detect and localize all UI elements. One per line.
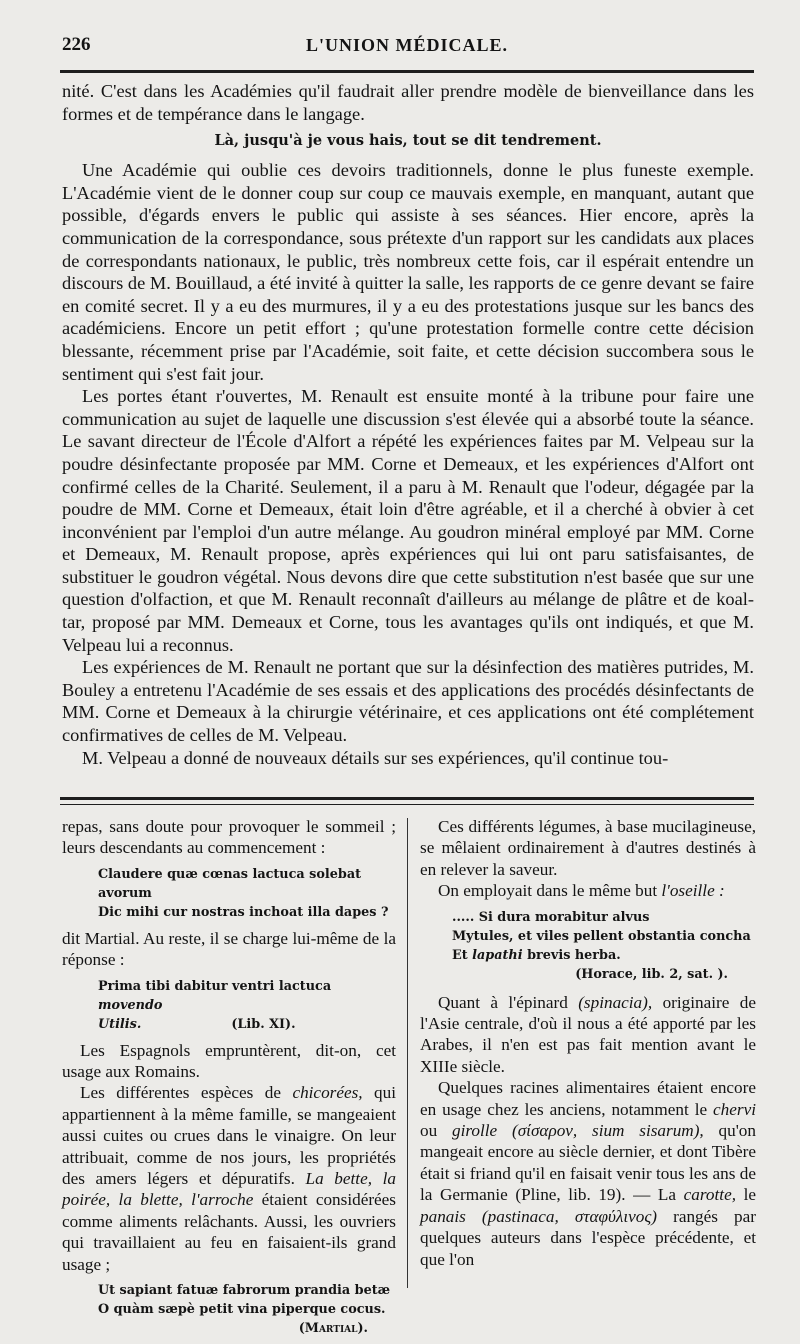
verse-line: O quàm sæpè petit vina piperque cocus. [98,1302,386,1318]
text-run: Quelques racines alimentaires étaient encore en usage chez les anciens, notamment le [420,1078,756,1119]
verse-source: (Horace, lib. 2, sat. ). [575,966,728,982]
verse-line: Claudere quæ cœnas lactuca solebat avorum [98,866,362,901]
verse-italic: Utilis. [98,1016,142,1032]
left-verse-2 [98,977,396,1034]
journal-title: L'UNION MÉDICALE. [305,35,509,55]
main-article [62,80,754,769]
text-run: ou [420,1121,452,1141]
verse-line [98,1015,396,1034]
main-paragraph-3: Les portes étant r'ouvertes, M. Renault est ensuite monté à la tribune pour faire une communication au sujet de laquelle une discussion s'est élevée qui a absorbé toute la séance. Le savant directeur de l'École d'Alfort a répété les expériences faites par M. Velpeau sur la poudre désinfectante proposée par MM. Corne et Demeaux, et les expériences d'Alfort ont confirmé celles de la Charité. Seulement, il a paru à M. Renault que l'odeur, dégagée par la poudre de MM. Corne et Demeaux, était loin d'être agréable, et il a cherché à obvier à cet inconvénient par l'emploi d'un autre mélange. Au goudron minéral employé par MM. Corne et Demeaux, M. Renault propose, après expériences qui lui ont paru satisfaisantes, de substituer le goudron végétal. Nous devons dire que cette substitution n'est basée que sur une question d'olfaction, et que M. Renault reconnaît d'ailleurs au mélange de plâtre et de koal-tar, proposé par MM. Demeaux et Corne, tous les avantages qu'ils ont indiqués, et que M. Velpeau lui a reconnus. [62,386,754,655]
italic-run: (spinacia), [578,992,653,1012]
right-paragraph-3 [420,992,756,1078]
main-paragraph-4: Les expériences de M. Renault ne portant que sur la désinfection des matières putrides, M. Bouley a entretenu l'Académie de ses essais et des applications des procédés désinfectants de MM. Corne et Demeaux à la chirurgie vétérinaire, et ces applications ont été complétement confirmatives de celles de M. Velpeau. [62,657,754,746]
page-header [62,34,752,64]
text-run: originaire de l'Asie centrale, d'où il nous a été apporté par les Arabes, il n'en est pas fait mention avant le XIIIe siècle. [420,992,756,1076]
left-paragraph-4 [62,1082,396,1275]
main-paragraph-2: Une Académie qui oublie ces devoirs traditionnels, donne le plus funeste exemple. L'Académie vient de le donner coup sur coup ce mauvais exemple, en manquant, autant que possible, d'égards envers le public qui assiste à ses séances. Hier encore, après la communication de la correspondance, sous prétexte d'un rapport sur les candidats aux places de correspondants nationaux, le public, très nombreux cette fois, car il espérait entendre un discours de M. Bouillaud, a été invité à quitter la salle, les rapports de ce genre devant se faire en comité secret. Il y a eu des murmures, il y a eu des protestations jusque sur les bancs des académiciens. Encore un petit effort ; qu'une protestation formelle contre cette décision blessante, récemment prise par l'Académie, soit faite, et cette décision succombera sous le sentiment qui s'est fait jour. [62,160,754,384]
verse-line: Dic mihi cur nostras inchoat illa dapes ? [98,904,389,920]
text-run: Quant à l'épinard [438,992,579,1012]
text-run: le [736,1185,756,1205]
verse-text: Prima tibi dabitur ventri lactuca [98,978,332,994]
italic-run: panais (pastinaca, σταφύλινος) [420,1206,658,1226]
main-paragraph-1: nité. C'est dans les Académies qu'il faudrait aller prendre modèle de bienveillance dans les formes et de tempérance dans le langage. [62,81,754,124]
quoted-verse: Là, jusqu'à je vous hais, tout se dit tendrement. [214,132,602,150]
feuilleton-left-column [62,816,396,1344]
text-run: On employait dans le même but [438,881,662,901]
verse-line [452,946,756,965]
verse-line: Mytules, et viles pellent obstantia concha [452,928,751,944]
right-paragraph-4 [420,1077,756,1270]
verse-italic: movendo [98,997,163,1013]
verse-text: brevis herba. [522,947,621,963]
text-run: rangés par quelques auteurs dans l'espèce précédente, et que l'on [420,1206,756,1269]
left-verse-3 [98,1281,396,1338]
italic-run: La bette, la poirée, la blette, l'arroche [62,1169,396,1210]
page-number: 226 [62,34,91,55]
right-paragraph-1: Ces différents légumes, à base mucilagineuse, se mêlaient ordinairement à d'autres destinés à en relever la saveur. [420,817,756,879]
verse-line: ..... Si dura morabitur alvus [452,909,650,925]
verse-source: (Lib. XI). [231,1016,296,1032]
left-paragraph-2: dit Martial. Au reste, il se charge lui-même de la réponse : [62,928,396,970]
italic-run: chervi [713,1099,756,1119]
left-paragraph-1: repas, sans doute pour provoquer le sommeil ; leurs descendants au commencement : [62,817,396,858]
column-divider [407,818,408,1288]
italic-run: carotte, [683,1185,736,1205]
verse-text: Et [452,947,473,963]
italic-run: girolle (σίσαρον, sium sisarum), [451,1121,704,1141]
left-paragraph-3: Les Espagnols empruntèrent, dit-on, cet usage aux Romains. [62,1040,396,1082]
text-run: qui appartiennent à la même famille, se mangeaient aussi cuites ou crues dans le vinaigre. On leur attribuait, comme de nos jours, les propriétés des amers légers et dépuratifs. [62,1083,396,1189]
feuilleton-rule [60,797,754,805]
text-run: Les différentes espèces de [80,1083,293,1103]
right-paragraph-2 [420,880,756,901]
verse-italic: lapathi [472,947,523,963]
verse-line: Ut sapiant fatuæ fabrorum prandia betæ [98,1283,391,1299]
verse-source: (Martial). [298,1321,368,1337]
italic-run: l'oseille : [661,881,725,901]
main-paragraph-5: M. Velpeau a donné de nouveaux détails sur ses expériences, qu'il continue tou- [82,747,669,768]
header-rule [60,70,754,73]
left-verse-1 [98,865,396,922]
right-verse-1 [452,908,756,984]
text-run: qu'on mangeait encore au siècle dernier, et dont Tibère était si friand qu'il en faisait venir tous les ans de la Germanie (Pline, lib. 19). — La [420,1121,756,1205]
italic-run: chicorées, [292,1083,363,1103]
verse-line [98,977,396,1015]
feuilleton-right-column [420,816,756,1270]
text-run: étaient considérées comme aliments relâchants. Aussi, les ouvriers qui travaillaient au feu en faisaient-ils grand usage ; [62,1190,396,1274]
